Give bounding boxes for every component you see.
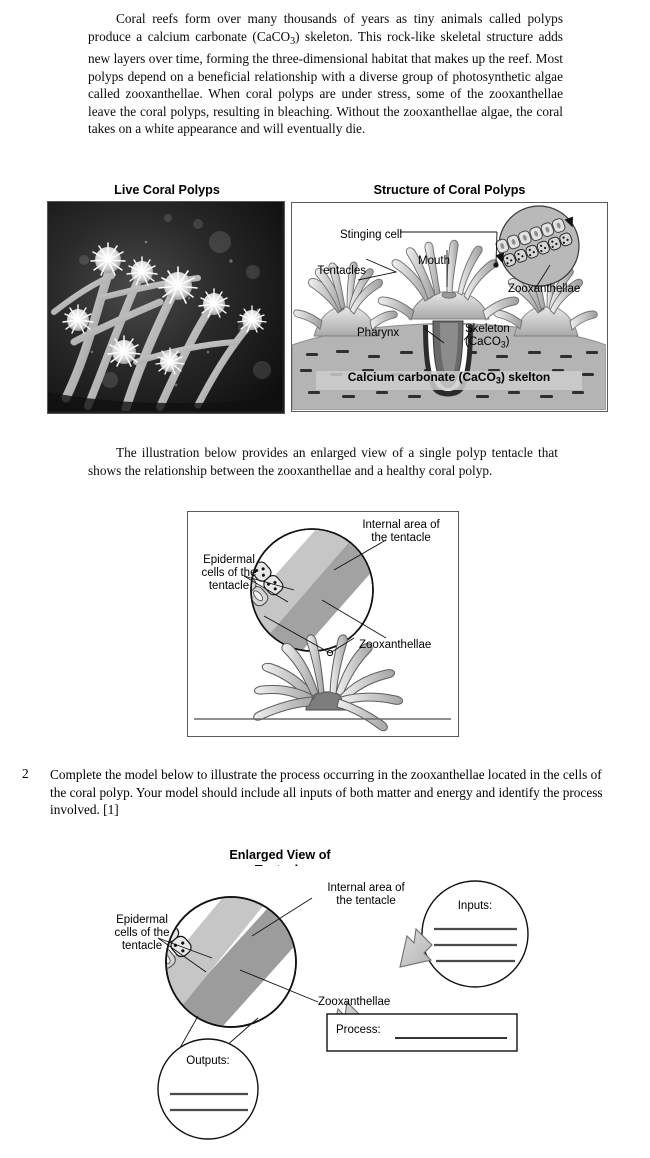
model-label-zooxanthellae: Zooxanthellae [318, 996, 391, 1008]
mid-label-internal-area: Internal area of the tentacle [362, 519, 440, 544]
outputs-label[interactable]: Outputs: [186, 1055, 230, 1067]
intro-paragraph [88, 10, 563, 138]
model-label-epidermal-cells: Epidermal cells of the tentacle [114, 914, 170, 952]
structure-label-calcium-carbonate-band: Calcium carbonate (CaCO$_3$) skelton [347, 370, 551, 386]
inputs-label[interactable]: Inputs: [457, 900, 493, 912]
question-text: Complete the model below to illustrate the process occurring in the zooxanthellae located in the cells of the coral polyp. Your model should include all inputs of both matter and energy and identify the process involved. [1] [50, 767, 603, 818]
enlarged-tentacle-graphic [188, 512, 457, 735]
mid-label-zooxanthellae: Zooxanthellae [359, 639, 432, 651]
outputs-circle-shape [158, 1039, 258, 1139]
enlarged-view-of-tentacle-caption: Enlarged View of [229, 848, 331, 862]
structure-label-zooxanthellae: Zooxanthellae [508, 283, 581, 295]
inputs-circle-shape [422, 881, 528, 987]
process-label[interactable]: Process: [336, 1024, 381, 1036]
intro-paragraph-part-b: ) skeleton. This rock-like skeletal structure adds new layers over time, forming the three-dimensional habitat that makes up the reef. Most polyps depend on a beneficial relationship with a diverse group of photosynthetic algae called zooxanthellae. When coral polyps are under stress, some of the zooxanthellae leave the coral polyps, resulting in bleaching. Without the zooxanthellae algae, the coral takes on a white appearance and will eventually die. [88, 28, 563, 137]
structure-of-coral-polyps-caption: Structure of Coral Polyps [373, 183, 526, 197]
structure-label-skeleton: Skeleton (CaCO$_3$) [465, 323, 510, 350]
structure-of-coral-polyps-diagram [291, 202, 608, 412]
illustration-paragraph: The illustration below provides an enlarged view of a single polyp tentacle that shows the relationship between the zooxanthellae and a healthy coral polyp. [88, 445, 558, 478]
structure-label-mouth: Mouth [418, 255, 450, 267]
coral-photo-graphic [48, 202, 282, 411]
enlarged-tentacle-diagram [187, 511, 459, 737]
model-label-internal-area: Internal area of the tentacle [327, 882, 405, 907]
model-completion-diagram [100, 866, 550, 1158]
structure-label-stinging-cell: Stinging cell [339, 229, 402, 241]
live-coral-polyps-caption: Live Coral Polyps [114, 183, 220, 197]
structure-label-pharynx: Pharynx [357, 327, 400, 339]
intro-paragraph-part-a: Coral reefs form over many thousands of years as tiny animals called polyps produce a calcium carbonate (CaCO [88, 11, 563, 44]
skeleton-formula: (CaCO$_3$) [465, 336, 510, 350]
mid-label-epidermal-cells: Epidermal cells of the tentacle [201, 554, 257, 592]
caco3-subscript: 3 [290, 35, 296, 47]
question-number: 2 [22, 766, 29, 781]
live-coral-polyps-photo [47, 201, 285, 414]
structure-label-tentacles: Tentacles [317, 265, 366, 277]
